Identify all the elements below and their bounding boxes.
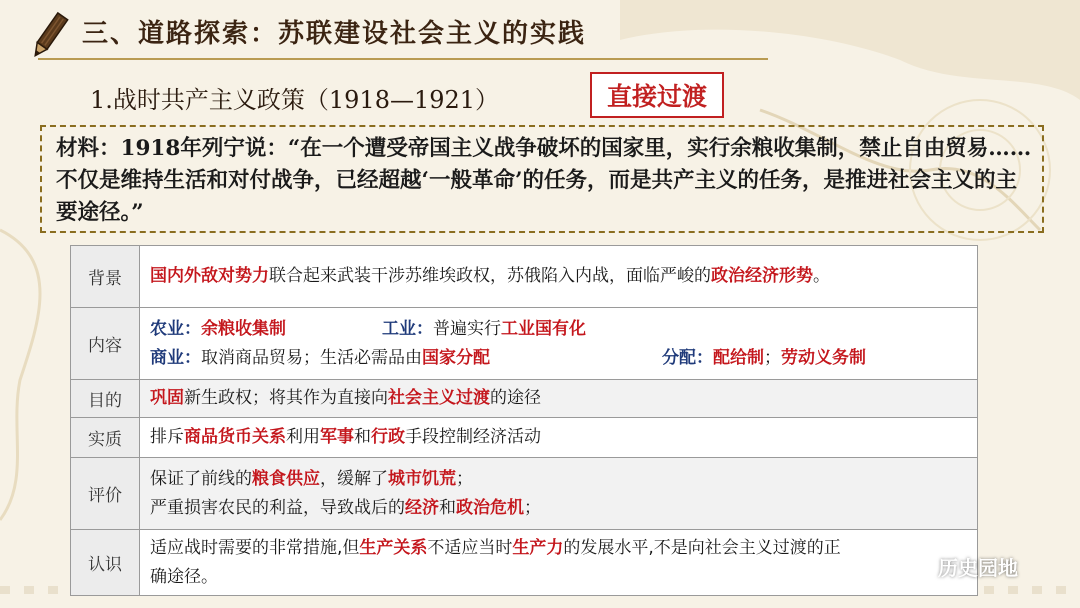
highlight-term: 城市饥荒 [388, 468, 456, 489]
table-row [71, 380, 978, 418]
text-segment: 分配： [662, 347, 713, 368]
text-segment: 商业： [150, 347, 201, 368]
highlight-term: 政治危机 [456, 497, 524, 518]
text-segment: ； [764, 347, 781, 368]
row-label: 认识 [71, 530, 140, 596]
highlight-term: 生产力 [512, 537, 564, 558]
table-row [71, 246, 978, 308]
highlight-term: 巩固 [150, 388, 184, 408]
highlight-term: 政治经济形势 [711, 266, 813, 286]
distribution-text [662, 344, 866, 373]
highlight-term: 配给制 [713, 347, 764, 368]
text-segment: 和 [354, 427, 371, 447]
row-text [150, 534, 967, 592]
text-segment: 不适应当时 [427, 537, 513, 558]
highlight-term: 国家分配 [422, 347, 490, 368]
highlight-term: 工业国有化 [501, 318, 586, 339]
row-content [140, 418, 978, 458]
section-heading: 三、道路探索：苏联建设社会主义的实践 [82, 19, 587, 49]
row-content [140, 380, 978, 418]
text-segment: ； [456, 468, 473, 489]
industry-text [382, 315, 586, 344]
row-text [150, 423, 967, 452]
row-text-line [150, 465, 967, 494]
row-text [150, 384, 967, 413]
agriculture-text [150, 315, 382, 344]
highlight-term: 社会主义过渡 [388, 388, 490, 408]
policy-subtitle: 1.战时共产主义政策（1918—1921） [90, 86, 500, 114]
text-segment: ，缓解了 [320, 468, 388, 489]
row-label: 实质 [71, 418, 140, 458]
row-content [140, 530, 978, 596]
row-text-line [150, 494, 967, 523]
heading-underline [38, 58, 768, 60]
highlight-term: 生产关系 [359, 537, 428, 558]
row-content [140, 308, 978, 380]
text-segment: 的发展水平,不是向社会主义过渡的正确途径。 [150, 537, 841, 587]
text-segment: 农业： [150, 318, 201, 339]
text-segment: 严重损害农民的利益，导致战后的 [150, 497, 405, 518]
row-text [150, 262, 967, 291]
text-segment: 。 [813, 266, 830, 286]
highlight-term: 国内外敌对势力 [150, 266, 269, 286]
highlight-term: 经济 [405, 497, 439, 518]
text-segment: 联合起来武装干涉苏维埃政权，苏俄陷入内战，面临严峻的 [269, 266, 711, 286]
highlight-term: 粮食供应 [252, 468, 320, 489]
text-segment: 和 [439, 497, 456, 518]
table-row [71, 530, 978, 596]
table-row [71, 308, 978, 380]
pencil-icon [28, 10, 70, 62]
text-segment: 普遍实行 [433, 318, 501, 339]
wechat-icon [898, 554, 932, 580]
row-label: 目的 [71, 380, 140, 418]
highlight-term: 行政 [371, 427, 405, 447]
commerce-text [150, 344, 662, 373]
text-segment: 手段控制经济活动 [405, 427, 541, 447]
text-segment: 新生政权；将其作为直接向 [184, 388, 388, 408]
watermark-text: 历史园地 [938, 556, 1018, 580]
text-segment: 保证了前线的 [150, 468, 252, 489]
lenin-quote-box: 材料：1918年列宁说：“在一个遭受帝国主义战争破坏的国家里，实行余粮收集制，禁止自由贸易……不仅是维持生活和对付战争，已经超越‘一般革命’的任务，而是共产主义的任务，是推进社会主义的主要途径。” [40, 125, 1044, 233]
highlight-term: 军事 [320, 427, 354, 447]
text-segment: 的途径 [490, 388, 541, 408]
policy-table [70, 245, 978, 596]
table-row [71, 418, 978, 458]
highlight-term: 余粮收集制 [201, 318, 286, 339]
table-row [71, 458, 978, 530]
text-segment: 适应战时需要的非常措施,但 [150, 537, 360, 558]
highlight-term: 劳动义务制 [781, 347, 866, 368]
row-text-line [150, 315, 967, 344]
highlight-term: 商品货币关系 [184, 427, 286, 447]
watermark [898, 552, 1018, 581]
row-label: 评价 [71, 458, 140, 530]
row-text-line [150, 344, 967, 373]
text-segment: 取消商品贸易；生活必需品由 [201, 347, 422, 368]
row-content [140, 458, 978, 530]
text-segment: 排斥 [150, 427, 184, 447]
row-content [140, 246, 978, 308]
row-label: 内容 [71, 308, 140, 380]
text-segment: ； [524, 497, 541, 518]
text-segment: 利用 [286, 427, 320, 447]
row-label: 背景 [71, 246, 140, 308]
text-segment: 工业： [382, 318, 433, 339]
direct-transition-badge: 直接过渡 [590, 72, 724, 118]
